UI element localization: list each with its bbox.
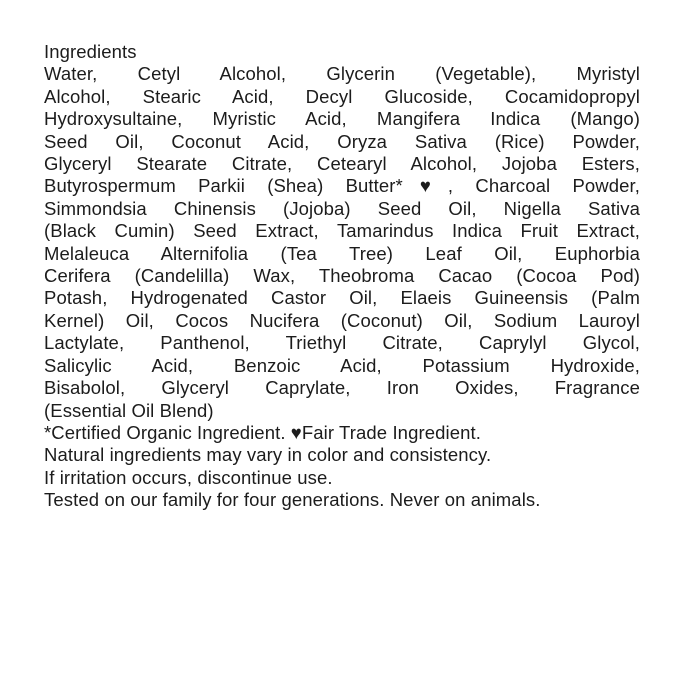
ingredient-line: Lactylate, Panthenol, Triethyl Citrate, Caprylyl Glycol, xyxy=(44,332,640,354)
ingredients-heading: Ingredients xyxy=(44,41,137,62)
ingredient-line: Glyceryl Stearate Citrate, Cetearyl Alcohol, Jojoba Esters, xyxy=(44,153,640,175)
footnote-line: If irritation occurs, discontinue use. xyxy=(44,466,333,488)
ingredient-line: Seed Oil, Coconut Acid, Oryza Sativa (Rice) Powder, xyxy=(44,130,640,152)
footnote-line: Tested on our family for four generations. Never on animals. xyxy=(44,489,541,511)
ingredient-line: Cerifera (Candelilla) Wax, Theobroma Cacao (Cocoa Pod) xyxy=(44,265,640,287)
footnotes xyxy=(44,422,640,512)
footnote-line: Natural ingredients may vary in color and consistency. xyxy=(44,444,492,466)
ingredient-line: Alcohol, Stearic Acid, Decyl Glucoside, Cocamidopropyl xyxy=(44,85,640,107)
ingredient-line: Simmondsia Chinensis (Jojoba) Seed Oil, Nigella Sativa xyxy=(44,197,640,219)
ingredient-line: Kernel) Oil, Cocos Nucifera (Coconut) Oil, Sodium Lauroyl xyxy=(44,309,640,331)
ingredient-line: (Essential Oil Blend) xyxy=(44,399,214,421)
footnote-line: *Certified Organic Ingredient. ♥Fair Trade Ingredient. xyxy=(44,421,481,443)
ingredient-line: Bisabolol, Glyceryl Caprylate, Iron Oxides, Fragrance xyxy=(44,377,640,399)
ingredient-line: Hydroxysultaine, Myristic Acid, Mangifera Indica (Mango) xyxy=(44,108,640,130)
ingredient-line: Water, Cetyl Alcohol, Glycerin (Vegetable), Myristyl xyxy=(44,63,640,85)
ingredient-line: Melaleuca Alternifolia (Tea Tree) Leaf Oil, Euphorbia xyxy=(44,242,640,264)
ingredient-line: Salicylic Acid, Benzoic Acid, Potassium Hydroxide, xyxy=(44,354,640,376)
ingredients-paragraph xyxy=(44,63,640,422)
ingredient-line: Butyrospermum Parkii (Shea) Butter*♥, Charcoal Powder, xyxy=(44,175,640,197)
ingredient-line: (Black Cumin) Seed Extract, Tamarindus Indica Fruit Extract, xyxy=(44,220,640,242)
ingredient-line: Potash, Hydrogenated Castor Oil, Elaeis Guineensis (Palm xyxy=(44,287,640,309)
